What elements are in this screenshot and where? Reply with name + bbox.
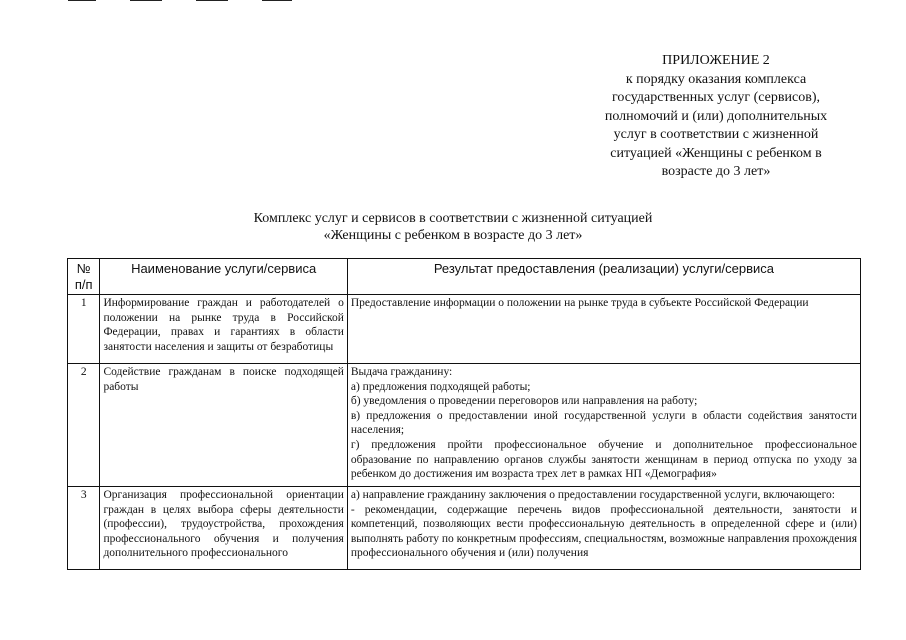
- row-number: 1: [68, 295, 100, 364]
- result-line: Предоставление информации о положении на рынке труда в субъекте Российской Федерации: [350, 297, 809, 309]
- header-number-abbr: п/п: [74, 277, 93, 292]
- header-number-symbol: №: [76, 261, 91, 276]
- result-line: а) предложения подходящей работы;: [350, 380, 531, 393]
- row-number: 2: [68, 364, 100, 487]
- scan-edge-mark: [196, 0, 228, 1]
- service-result: [347, 295, 860, 364]
- result-line: г) предложения пройти профессиональное обучение и дополнительное профессиональное образование по направлению органов службы занятости женщинам в период отпуска по уходу за ребенком до достижения им возраста трех лет в рамках НП «Демография»: [350, 438, 857, 481]
- service-name: Содействие гражданам в поиске подходящей работы: [100, 364, 347, 487]
- appendix-line: государственных услуг (сервисов),: [612, 90, 820, 105]
- header-service-name: Наименование услуги/сервиса: [100, 259, 347, 295]
- scan-edge-mark: [130, 0, 162, 1]
- result-line: а) направление гражданину заключения о предоставлении государственной услуги, включающего:: [350, 489, 835, 501]
- appendix-line: полномочий и (или) дополнительных: [604, 108, 828, 124]
- appendix-line: ситуацией «Женщины с ребенком в: [610, 145, 822, 161]
- header-number: [68, 259, 100, 295]
- result-line: - рекомендации, содержащие перечень видов профессиональной деятельности, занятости и компетенций, позволяющих вести профессиональную деятельность в определенной сфере и (или) выполнять работу по конкретным профессиям, специальностям, возможные направления прохождения профессионального обучения и (или) получения: [350, 503, 857, 560]
- scan-edge-mark: [262, 0, 292, 1]
- service-result: [347, 364, 860, 487]
- document-title: [0, 210, 906, 244]
- appendix-line: услуг в соответствии с жизненной: [613, 127, 819, 142]
- appendix-heading: ПРИЛОЖЕНИЕ 2: [662, 53, 770, 68]
- appendix-block: [566, 52, 866, 182]
- table-row: [68, 295, 861, 364]
- header-result: Результат предоставления (реализации) услуги/сервиса: [347, 259, 860, 295]
- appendix-line: к порядку оказания комплекса: [625, 71, 807, 87]
- row-number: 3: [68, 487, 100, 570]
- services-table: [67, 258, 861, 570]
- result-line: Выдача гражданину:: [350, 366, 453, 378]
- table-row: [68, 364, 861, 487]
- result-line: б) уведомления о проведении переговоров или направления на работу;: [350, 395, 698, 408]
- table-row: [68, 487, 861, 570]
- service-result: [347, 487, 860, 570]
- scan-edge-mark: [68, 0, 96, 1]
- document-title-line: «Женщины с ребенком в возрасте до 3 лет»: [323, 228, 583, 243]
- service-name: Информирование граждан и работодателей о положении на рынке труда в Российской Федерации, правах и гарантиях в области занятости населения и защиты от безработицы: [100, 295, 347, 364]
- service-name: Организация профессиональной ориентации граждан в целях выбора сферы деятельности (профессии), трудоустройства, прохождения профессионального обучения и получения дополнительного профессионального: [100, 487, 347, 570]
- document-title-line: Комплекс услуг и сервисов в соответствии с жизненной ситуацией: [253, 211, 653, 226]
- table-header-row: [68, 259, 861, 295]
- appendix-line: возрасте до 3 лет»: [661, 164, 771, 179]
- result-line: в) предложения о предоставлении иной государственной услуги в области содействия занятости населения;: [350, 409, 857, 437]
